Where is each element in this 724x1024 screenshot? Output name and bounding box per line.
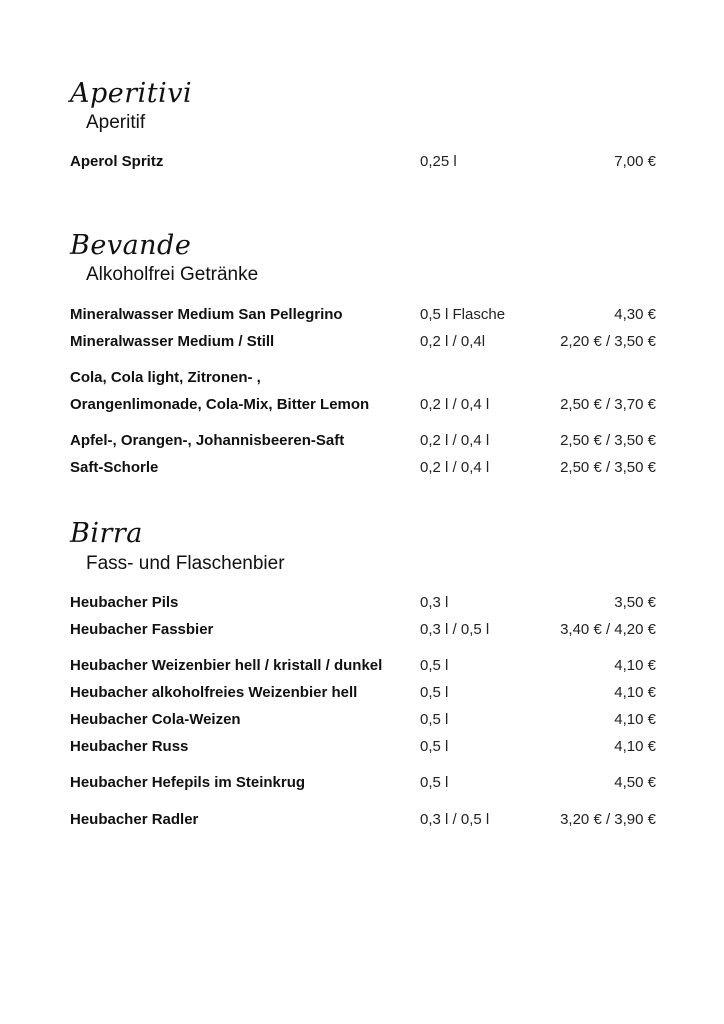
menu-item [70, 432, 656, 454]
menu-item [70, 333, 656, 355]
section-subtitle-alkoholfrei: Alkoholfrei Getränke [86, 264, 259, 285]
item-name: Heubacher Fassbier [70, 621, 214, 638]
menu-item [70, 621, 656, 643]
item-price: 3,50 € [614, 594, 656, 611]
item-volume: 0,2 l / 0,4 l [420, 396, 490, 413]
item-name: Heubacher Pils [70, 594, 179, 611]
menu-item [70, 306, 656, 328]
item-price: 3,20 € / 3,90 € [560, 811, 656, 828]
item-volume: 0,5 l [420, 684, 449, 701]
item-volume: 0,2 l / 0,4 l [420, 459, 490, 476]
item-price: 2,50 € / 3,50 € [560, 459, 656, 476]
section-title-aperitivi: Aperitivi [70, 78, 193, 109]
section-subtitle-aperitif: Aperitif [86, 112, 146, 133]
item-name: Aperol Spritz [70, 153, 164, 170]
menu-item [70, 811, 656, 833]
menu-item [70, 594, 656, 616]
item-price: 2,20 € / 3,50 € [560, 333, 656, 350]
menu-item [70, 711, 656, 733]
item-price: 4,50 € [614, 774, 656, 791]
item-name: Mineralwasser Medium / Still [70, 333, 275, 350]
item-volume: 0,2 l / 0,4l [420, 333, 486, 350]
item-name: Heubacher Weizenbier hell / kristall / dunkel [70, 657, 383, 674]
item-name: Heubacher Hefepils im Steinkrug [70, 774, 306, 791]
item-name: Heubacher alkoholfreies Weizenbier hell [70, 684, 358, 701]
section-subtitle-bier: Fass- und Flaschenbier [86, 553, 285, 574]
item-name: Heubacher Cola-Weizen [70, 711, 241, 728]
item-name: Saft-Schorle [70, 459, 159, 476]
item-name: Heubacher Russ [70, 738, 189, 755]
item-name: Cola, Cola light, Zitronen- , [70, 369, 261, 386]
item-volume: 0,5 l Flasche [420, 306, 506, 323]
item-volume: 0,3 l [420, 594, 449, 611]
menu-item [70, 738, 656, 760]
item-volume: 0,5 l [420, 738, 449, 755]
item-price: 2,50 € / 3,50 € [560, 432, 656, 449]
item-volume: 0,2 l / 0,4 l [420, 432, 490, 449]
menu-item [70, 153, 656, 175]
item-volume: 0,3 l / 0,5 l [420, 621, 490, 638]
menu-item [70, 369, 656, 391]
item-volume: 0,25 l [420, 153, 457, 170]
item-price: 3,40 € / 4,20 € [560, 621, 656, 638]
section-title-birra: Birra [70, 518, 143, 549]
item-volume: 0,5 l [420, 774, 449, 791]
item-name: Heubacher Radler [70, 811, 199, 828]
item-price: 7,00 € [614, 153, 656, 170]
item-price: 4,10 € [614, 657, 656, 674]
menu-item [70, 684, 656, 706]
item-price: 4,30 € [614, 306, 656, 323]
menu-item [70, 657, 656, 679]
item-name: Orangenlimonade, Cola-Mix, Bitter Lemon [70, 396, 370, 413]
menu-item [70, 774, 656, 796]
menu-item [70, 396, 656, 418]
item-price: 2,50 € / 3,70 € [560, 396, 656, 413]
item-volume: 0,5 l [420, 711, 449, 728]
item-volume: 0,3 l / 0,5 l [420, 811, 490, 828]
section-title-bevande: Bevande [70, 230, 192, 261]
item-volume: 0,5 l [420, 657, 449, 674]
item-name: Mineralwasser Medium San Pellegrino [70, 306, 343, 323]
item-name: Apfel-, Orangen-, Johannisbeeren-Saft [70, 432, 345, 449]
menu-item [70, 459, 656, 481]
item-price: 4,10 € [614, 738, 656, 755]
item-price: 4,10 € [614, 711, 656, 728]
item-price: 4,10 € [614, 684, 656, 701]
